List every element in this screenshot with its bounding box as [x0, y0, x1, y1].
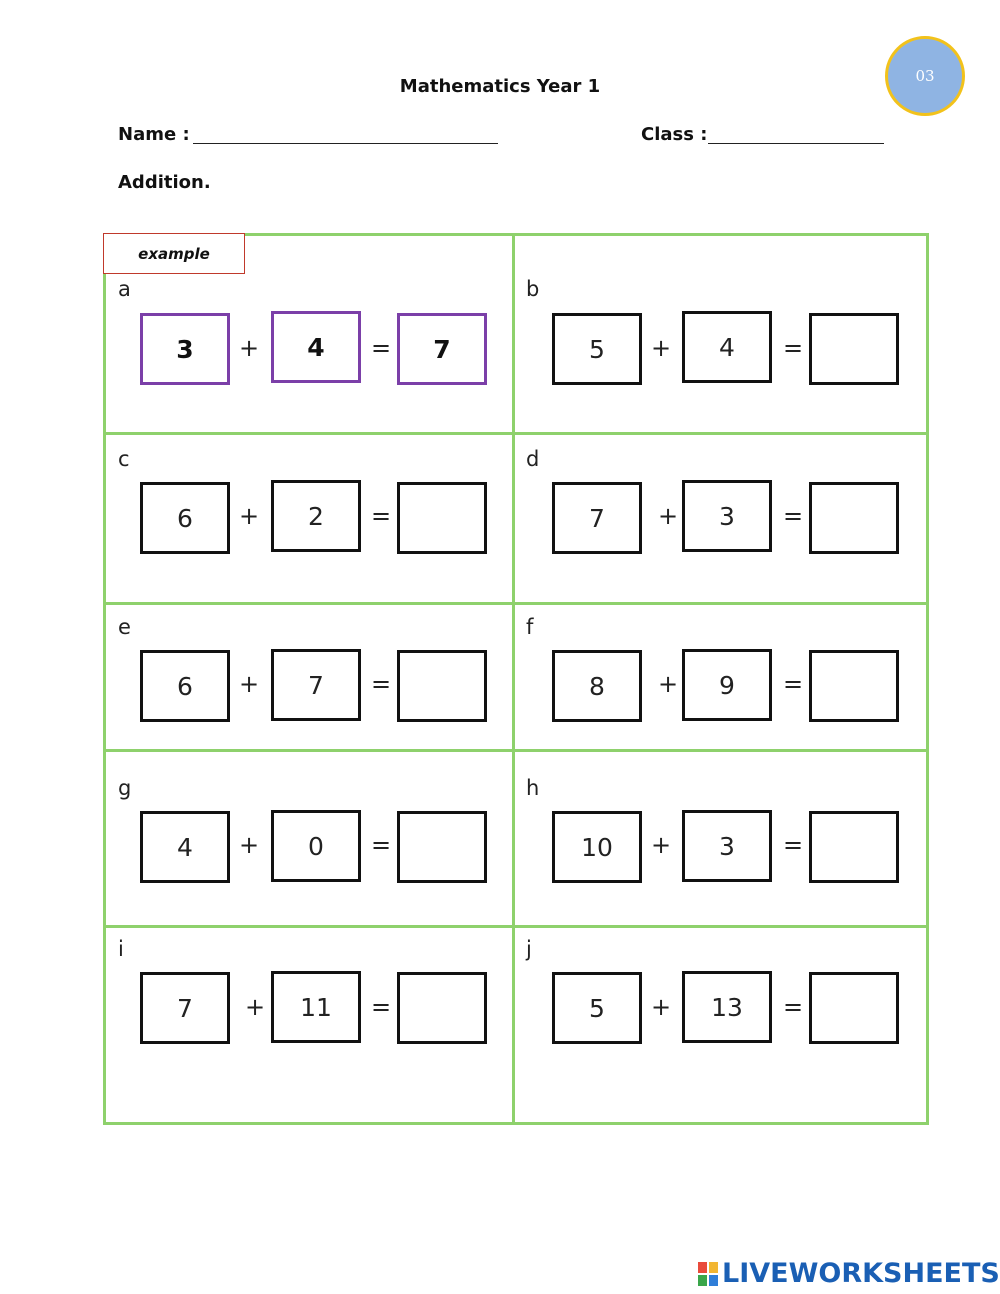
addend-1-box: 3: [140, 313, 230, 385]
problem-letter: a: [118, 277, 131, 301]
problem-letter: j: [526, 937, 532, 961]
grid-divider-row-2: [103, 602, 929, 605]
addend-1-box: 4: [140, 811, 230, 883]
grid-divider-row-3: [103, 749, 929, 752]
answer-box[interactable]: [809, 482, 899, 554]
answer-box: 7: [397, 313, 487, 385]
addend-1-box: 5: [552, 313, 642, 385]
equals-sign: =: [370, 502, 392, 530]
equals-sign: =: [782, 502, 804, 530]
answer-box[interactable]: [809, 650, 899, 722]
class-field[interactable]: [708, 143, 884, 144]
problem-letter: g: [118, 776, 132, 800]
equals-sign: =: [370, 993, 392, 1021]
problem-letter: b: [526, 277, 540, 301]
example-tag: example: [103, 233, 245, 274]
name-field[interactable]: [193, 143, 498, 144]
grid-divider-vertical: [512, 233, 515, 1125]
addend-1-box: 6: [140, 650, 230, 722]
plus-sign: +: [650, 993, 672, 1021]
page-number-badge: 03: [885, 36, 965, 116]
logo-text: LIVEWORKSHEETS: [722, 1258, 1000, 1289]
equals-sign: =: [782, 670, 804, 698]
answer-box[interactable]: [809, 972, 899, 1044]
addend-2-box: 11: [271, 971, 361, 1043]
equals-sign: =: [370, 334, 392, 362]
addend-2-box: 2: [271, 480, 361, 552]
plus-sign: +: [238, 502, 260, 530]
addend-2-box: 7: [271, 649, 361, 721]
addend-2-box: 4: [271, 311, 361, 383]
addend-2-box: 13: [682, 971, 772, 1043]
addend-1-box: 7: [552, 482, 642, 554]
answer-box[interactable]: [809, 811, 899, 883]
logo-blocks-icon: [697, 1261, 719, 1287]
section-heading: Addition.: [118, 172, 211, 193]
grid-divider-row-4: [103, 925, 929, 928]
equals-sign: =: [782, 993, 804, 1021]
plus-sign: +: [650, 334, 672, 362]
equals-sign: =: [782, 334, 804, 362]
equals-sign: =: [782, 831, 804, 859]
problem-letter: c: [118, 447, 130, 471]
plus-sign: +: [657, 502, 679, 530]
plus-sign: +: [244, 993, 266, 1021]
answer-box[interactable]: [809, 313, 899, 385]
problem-letter: i: [118, 937, 124, 961]
plus-sign: +: [657, 670, 679, 698]
addend-2-box: 4: [682, 311, 772, 383]
addend-1-box: 8: [552, 650, 642, 722]
addend-2-box: 3: [682, 810, 772, 882]
addend-1-box: 6: [140, 482, 230, 554]
plus-sign: +: [650, 831, 672, 859]
problem-letter: d: [526, 447, 540, 471]
problem-letter: h: [526, 776, 540, 800]
plus-sign: +: [238, 831, 260, 859]
class-label: Class :: [641, 124, 708, 145]
addend-2-box: 9: [682, 649, 772, 721]
page-title: Mathematics Year 1: [399, 76, 601, 97]
addend-2-box: 0: [271, 810, 361, 882]
problem-letter: e: [118, 615, 131, 639]
equals-sign: =: [370, 831, 392, 859]
name-label: Name :: [118, 124, 190, 145]
addend-2-box: 3: [682, 480, 772, 552]
answer-box[interactable]: [397, 972, 487, 1044]
answer-box[interactable]: [397, 482, 487, 554]
plus-sign: +: [238, 334, 260, 362]
addend-1-box: 10: [552, 811, 642, 883]
answer-box[interactable]: [397, 811, 487, 883]
addend-1-box: 5: [552, 972, 642, 1044]
plus-sign: +: [238, 670, 260, 698]
answer-box[interactable]: [397, 650, 487, 722]
problem-letter: f: [526, 615, 534, 639]
equals-sign: =: [370, 670, 392, 698]
grid-divider-row-1: [103, 432, 929, 435]
addend-1-box: 7: [140, 972, 230, 1044]
liveworksheets-logo[interactable]: [697, 1258, 1000, 1289]
